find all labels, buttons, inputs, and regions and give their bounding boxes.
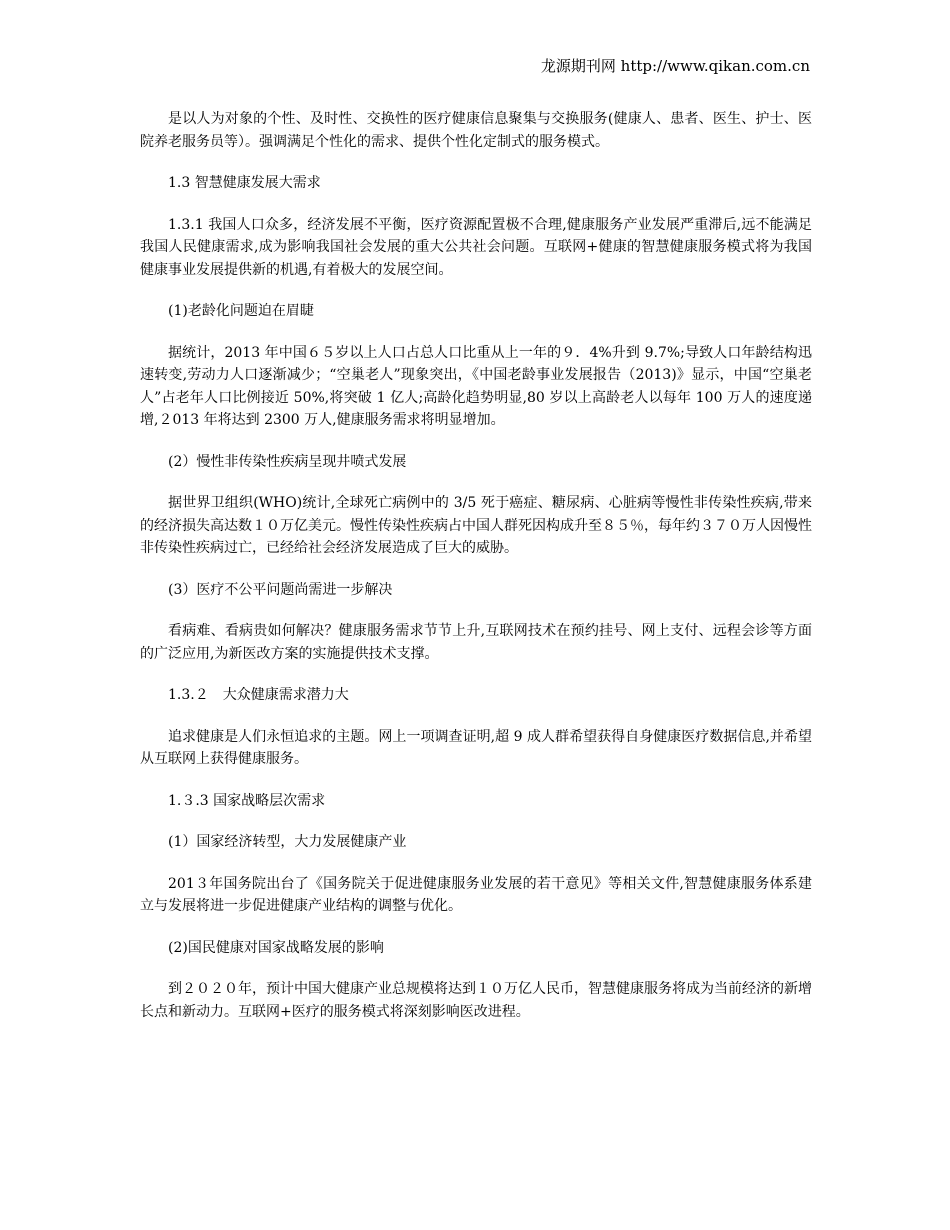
section-heading-1-3-3: 1.３.3 国家战略层次需求 xyxy=(168,792,326,809)
subheading-chronic-disease: (2）慢性非传染性疾病呈现井喷式发展 xyxy=(168,453,407,470)
paragraph-public-demand: 追求健康是人们永恒追求的主题。网上一项调查证明,超 9 成人群希望获得自身健康医疗数据信息,并希望从互联网上获得健康服务。 xyxy=(140,728,812,767)
subheading-medical-inequity: (3）医疗不公平问题尚需进一步解决 xyxy=(168,581,393,598)
subheading-aging: (1)老龄化问题迫在眉睫 xyxy=(168,303,314,319)
paragraph-aging: 据统计，2013 年中国６５岁以上人口占总人口比重从上一年的９．4%升到 9.7%;导致人口年龄结构迅速转变,劳动力人口逐渐减少；“空巢老人”现象突出，《中国老龄事业发展报告（2013)》显示，中国“空巢老人”占老年人口比例接近 50%,将突破 1 亿人;高龄化趋势明显,80 岁以上高龄老人以每年 100 万人的速度递增,２013 年将达到 2300 万人,健康服务需求将明显增加。 xyxy=(140,344,812,428)
subheading-national-health: (2)国民健康对国家战略发展的影响 xyxy=(168,939,384,956)
paragraph-national-health: 到２０２０年，预计中国大健康产业总规模将达到１０万亿人民币，智慧健康服务将成为当前经济的新增长点和新动力。互联网+医疗的服务模式将深刻影响医改进程。 xyxy=(140,981,812,1020)
subheading-economic-transition: (1）国家经济转型，大力发展健康产业 xyxy=(168,834,407,850)
paragraph-intro: 是以人为对象的个性、及时性、交换性的医疗健康信息聚集与交换服务(健康人、患者、医生、护士、医院养老服务员等）。强调满足个性化的需求、提供个性化定制式的服务模式。 xyxy=(140,111,812,150)
paragraph-1-3-1: 1.3.1 我国人口众多，经济发展不平衡，医疗资源配置极不合理,健康服务产业发展严重滞后,远不能满足我国人民健康需求,成为影响我国社会发展的重大公共社会问题。互联网+健康的智慧健康服务模式将为我国健康事业发展提供新的机遇,有着极大的发展空间。 xyxy=(140,216,812,278)
paragraph-chronic-disease: 据世界卫组织(WHO)统计,全球死亡病例中的 3/5 死于癌症、糖尿病、心脏病等慢性非传染性疾病,带来的经济损失高达数１０万亿美元。慢性传染性疾病占中国人群死因构成升至８５％，每年约３７０万人因慢性非传染性疾病过亡，已经给社会经济发展造成了巨大的威胁。 xyxy=(140,495,812,556)
page-header-site: 龙源期刊网 http://www.qikan.com.cn xyxy=(540,57,810,75)
article-body xyxy=(140,108,812,1042)
paragraph-economic-transition: 201３年国务院出台了《国务院关于促进健康服务业发展的若干意见》等相关文件,智慧健康服务体系建立与发展将进一步促进健康产业结构的调整与优化。 xyxy=(140,875,812,914)
paragraph-medical-inequity: 看病难、看病贵如何解决？健康服务需求节节上升,互联网技术在预约挂号、网上支付、远程会诊等方面的广泛应用,为新医改方案的实施提供技术支撑。 xyxy=(140,623,812,662)
section-heading-1-3: 1.3 智慧健康发展大需求 xyxy=(168,175,321,191)
section-heading-1-3-2: 1.3.２ 大众健康需求潜力大 xyxy=(168,687,349,703)
